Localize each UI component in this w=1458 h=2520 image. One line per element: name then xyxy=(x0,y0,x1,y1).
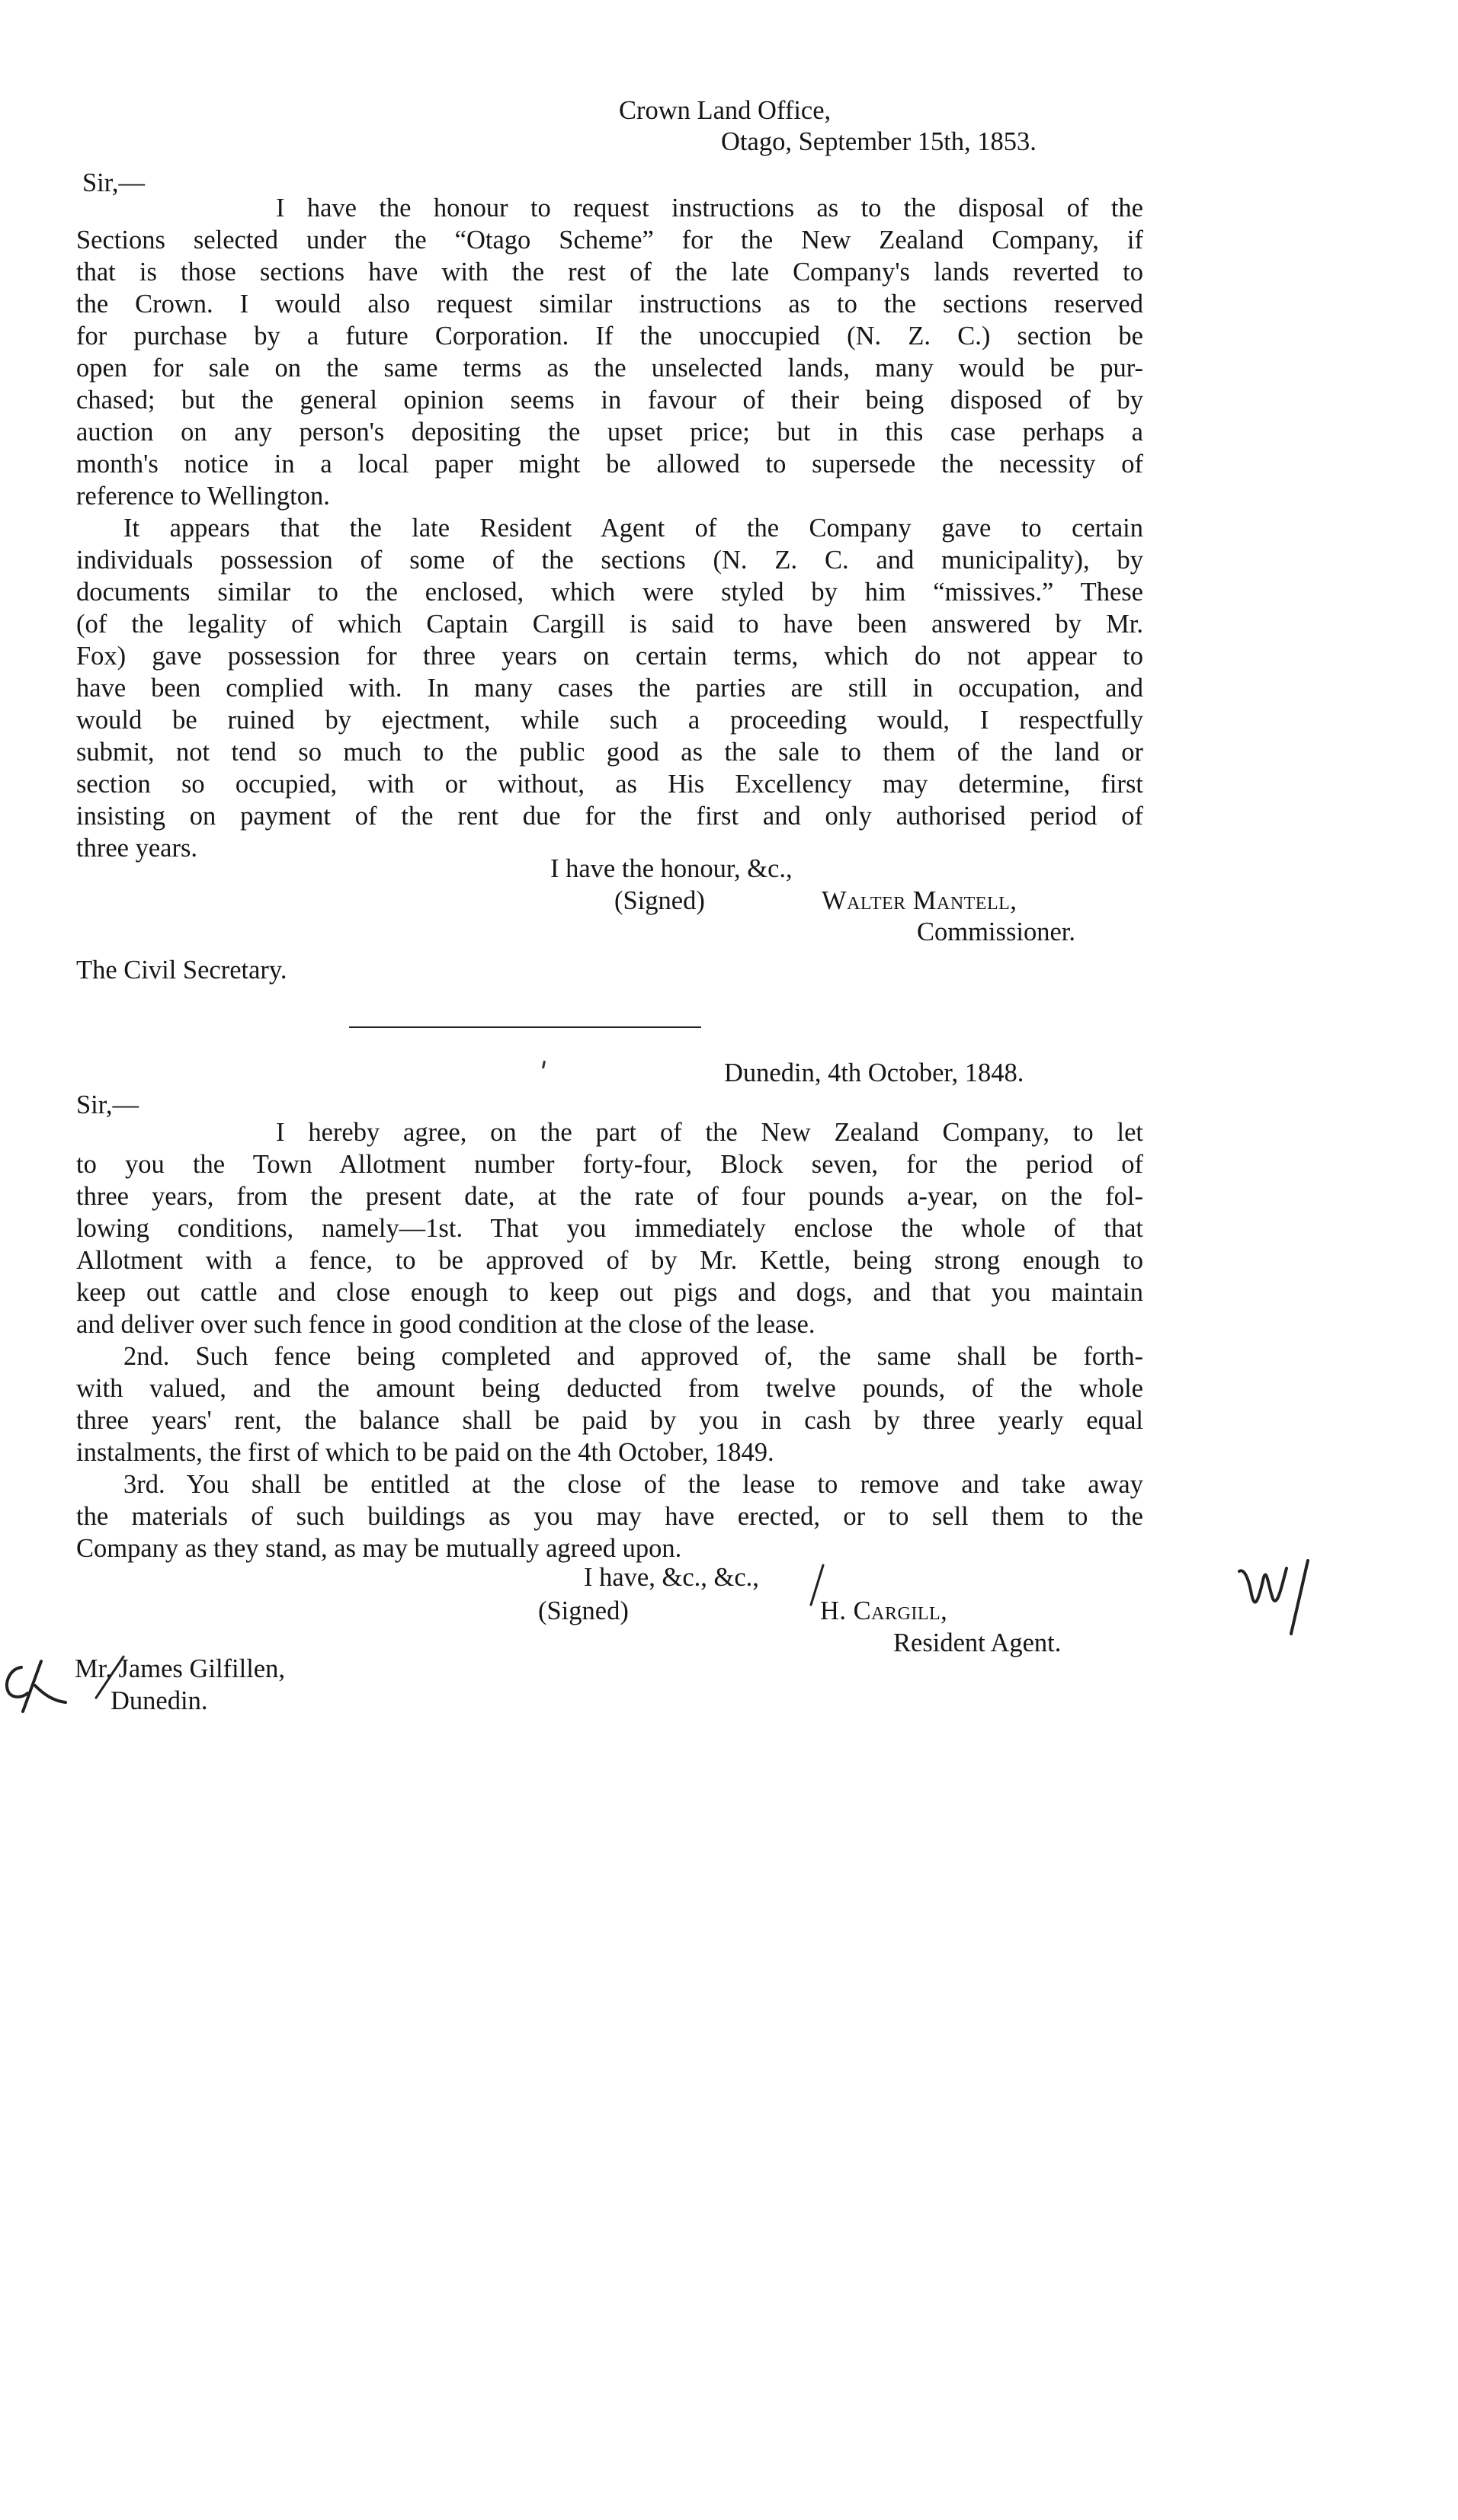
separator-rule xyxy=(349,1026,701,1028)
body-line: It appears that the late Resident Agent of the Company gave to certain xyxy=(123,514,1143,543)
body-line: Company as they stand, as may be mutually agreed upon. xyxy=(76,1534,682,1563)
place-date-heading: Dunedin, 4th October, 1848. xyxy=(724,1058,1024,1087)
body-line: and deliver over such fence in good condition at the close of the lease. xyxy=(76,1310,816,1339)
body-line: for purchase by a future Corporation. If the unoccupied (N. Z. C.) section be xyxy=(76,322,1143,351)
body-line: three years' rent, the balance shall be paid by you in cash by three yearly equal xyxy=(76,1406,1143,1435)
body-line: the Crown. I would also request similar instructions as to the sections reserved xyxy=(76,290,1143,319)
body-line: insisting on payment of the rent due for the first and only authorised period of xyxy=(76,802,1143,831)
body-line: with valued, and the amount being deducted from twelve pounds, of the whole xyxy=(76,1374,1143,1403)
handwritten-overstrike-mark xyxy=(91,1652,130,1705)
body-line: three years. xyxy=(76,834,197,863)
body-line: individuals possession of some of the sections (N. Z. C. and municipality), by xyxy=(76,546,1143,575)
body-line: open for sale on the same terms as the unselected lands, many would be pur- xyxy=(76,354,1143,383)
handwritten-initials-mark xyxy=(1233,1555,1317,1646)
body-line: instalments, the first of which to be paid on the 4th October, 1849. xyxy=(76,1438,774,1467)
body-line: documents similar to the enclosed, which were styled by him “missives.” These xyxy=(76,578,1143,607)
salutation: Sir,— xyxy=(82,168,146,197)
body-line: month's notice in a local paper might be allowed to supersede the necessity of xyxy=(76,450,1143,479)
signed-label: (Signed) xyxy=(614,886,705,915)
stray-mark xyxy=(542,1061,546,1068)
body-line: reference to Wellington. xyxy=(76,482,330,511)
body-line: that is those sections have with the rest of the late Company's lands reverted to xyxy=(76,258,1143,287)
body-line: lowing conditions, namely—1st. That you immediately enclose the whole of that xyxy=(76,1214,1143,1243)
closing: I have the honour, &c., xyxy=(550,854,793,883)
signed-label: (Signed) xyxy=(538,1596,629,1625)
body-line: section so occupied, with or without, as His Excellency may determine, first xyxy=(76,770,1143,799)
addressee: The Civil Secretary. xyxy=(76,956,287,985)
body-line: 3rd. You shall be entitled at the close of the lease to remove and take away xyxy=(123,1470,1143,1499)
body-line: would be ruined by ejectment, while such a proceeding would, I respectfully xyxy=(76,706,1143,735)
body-line: have been complied with. In many cases the parties are still in occupation, and xyxy=(76,674,1143,703)
addressee-name: Mr. James Gilfillen, xyxy=(75,1654,285,1683)
body-line: I hereby agree, on the part of the New Zealand Company, to let xyxy=(276,1118,1143,1147)
signatory-name: H. Cargill, xyxy=(820,1596,948,1625)
body-line: (of the legality of which Captain Cargill is said to have been answered by Mr. xyxy=(76,610,1143,639)
body-line: Fox) gave possession for three years on certain terms, which do not appear to xyxy=(76,642,1143,671)
closing: I have, &c., &c., xyxy=(584,1563,759,1592)
body-line: 2nd. Such fence being completed and approved of, the same shall be forth- xyxy=(123,1342,1143,1371)
signatory-title: Commissioner. xyxy=(917,917,1075,946)
handwritten-margin-mark xyxy=(0,1655,69,1724)
body-line: keep out cattle and close enough to keep out pigs and dogs, and that you maintain xyxy=(76,1278,1143,1307)
body-line: auction on any person's depositing the upset price; but in this case perhaps a xyxy=(76,418,1143,447)
signatory-title: Resident Agent. xyxy=(893,1628,1062,1657)
addressee-place: Dunedin. xyxy=(111,1686,208,1715)
body-line: I have the honour to request instructions as to the disposal of the xyxy=(276,194,1143,223)
body-line: Allotment with a fence, to be approved of by Mr. Kettle, being strong enough to xyxy=(76,1246,1143,1275)
body-line: Sections selected under the “Otago Scheme” for the New Zealand Company, if xyxy=(76,226,1143,255)
body-line: to you the Town Allotment number forty-four, Block seven, for the period of xyxy=(76,1150,1143,1179)
body-line: chased; but the general opinion seems in favour of their being disposed of by xyxy=(76,386,1143,415)
salutation: Sir,— xyxy=(76,1090,139,1119)
signatory-name: Walter Mantell, xyxy=(822,886,1017,915)
body-line: the materials of such buildings as you may have erected, or to sell them to the xyxy=(76,1502,1143,1531)
body-line: three years, from the present date, at the rate of four pounds a-year, on the fol- xyxy=(76,1182,1143,1211)
place-date-heading: Otago, September 15th, 1853. xyxy=(721,127,1037,156)
handwritten-slash-mark xyxy=(802,1562,832,1608)
body-line: submit, not tend so much to the public good as the sale to them of the land or xyxy=(76,738,1143,767)
office-heading: Crown Land Office, xyxy=(619,96,832,125)
